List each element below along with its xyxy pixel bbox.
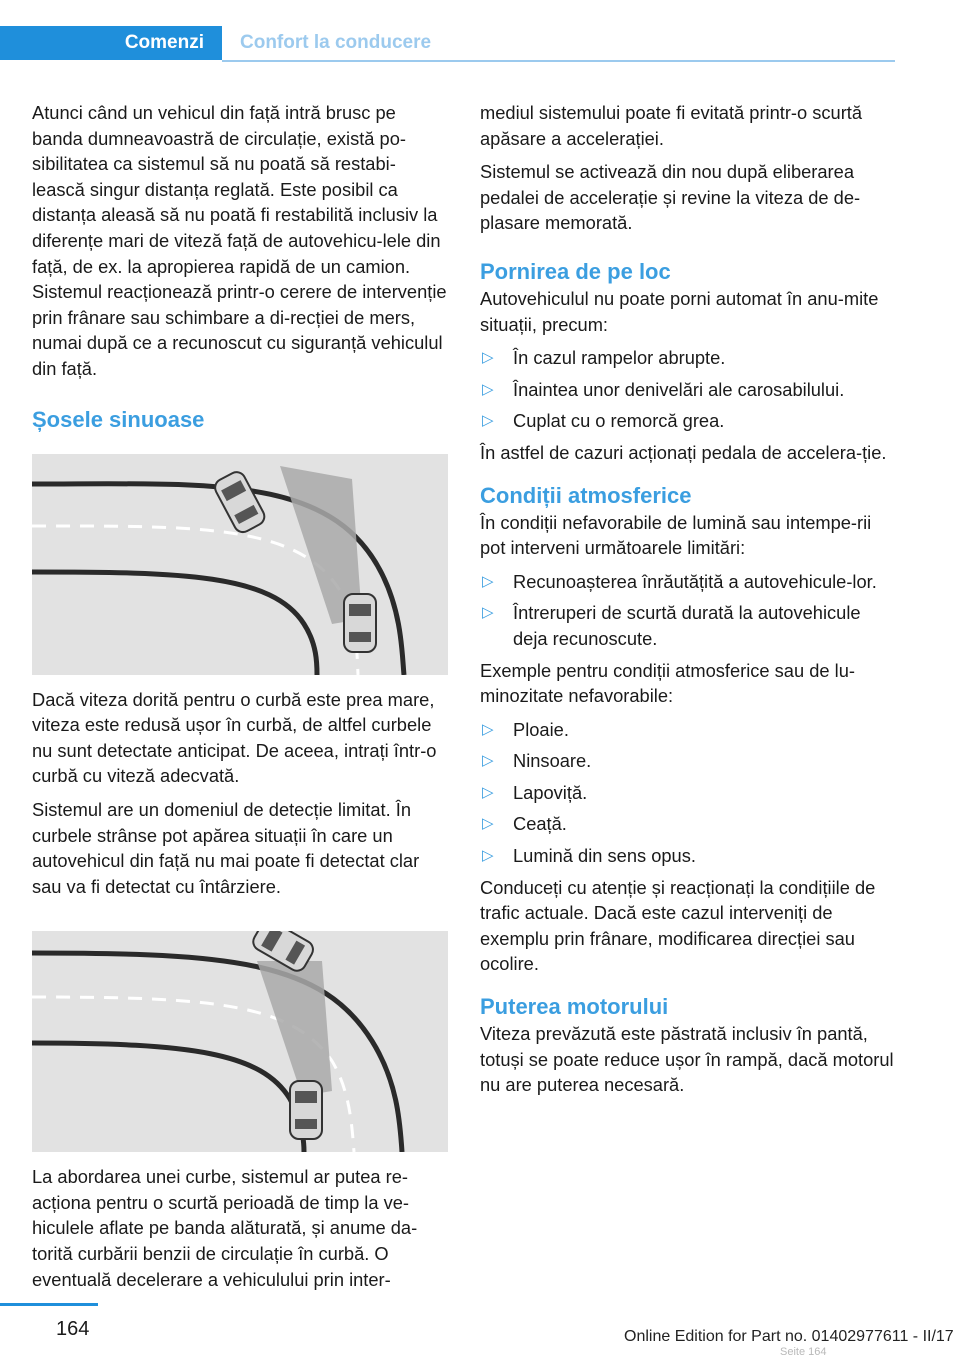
chapter-tab: Comenzi	[0, 26, 222, 60]
page-number: 164	[56, 1318, 90, 1340]
section-tab: Confort la conducere	[240, 32, 432, 53]
right-column	[480, 100, 896, 1106]
header-divider	[222, 60, 895, 62]
section-heading-engine: Puterea motorului	[480, 994, 669, 1020]
watermark: Seite 164	[780, 1346, 827, 1358]
paragraph: Sistemul se activează din nou după eliberarea pedalei de accelerație și revine la viteza de de‐plasare memorată.	[480, 161, 861, 234]
list-item: ▷ Cuplat cu o remorcă grea.	[480, 408, 896, 434]
section-heading-weather: Condiții atmosferice	[480, 482, 692, 508]
list-item: ▷ Lapoviță.	[480, 780, 896, 806]
footer-divider	[0, 1303, 98, 1306]
list-item: ▷ Recunoașterea înrăutățită a autovehicule‐lor.	[480, 569, 896, 595]
section-heading-curves: Șosele sinuoase	[32, 406, 205, 432]
triangle-bullet-icon: ▷	[482, 720, 494, 738]
paragraph: mediul sistemului poate fi evitată printr-o scurtă apăsare a accelerației.	[480, 102, 863, 149]
car-icon	[344, 594, 376, 652]
section-heading-start: Pornirea de pe loc	[480, 258, 671, 284]
triangle-bullet-icon: ▷	[482, 847, 494, 865]
list-item: ▷ Înaintea unor denivelări ale carosabilului.	[480, 377, 896, 403]
paragraph: Exemple pentru condiții atmosferice sau de lu‐minozitate nefavorabile:	[480, 659, 855, 707]
list-item: ▷ Întreruperi de scurtă durată la autovehicule deja recunoscute.	[482, 602, 861, 649]
list-item: ▷ Ploaie.	[480, 717, 896, 743]
left-column	[32, 100, 448, 1300]
triangle-bullet-icon: ▷	[482, 412, 494, 430]
page-header	[0, 26, 895, 62]
triangle-bullet-icon: ▷	[482, 752, 494, 770]
paragraph: Atunci când un vehicul din față intră brusc pe banda dumneavoastră de circulație, există po‐sibilitatea ca sistemul să nu poată să restabi‐lească singur distanța reglată. Este posibil ca distanța aleasă să nu poată fi restabilită inclusiv la diferențe mari de viteză față de autovehicu‐lele din față, de ex. la apropierea rapidă de un camion. Sistemul reacționează printr-o cerere de intervenție prin frânare sau schimbare a di‐recției de mers, numai după ce a recunoscut cu siguranță vehiculul din față.	[32, 102, 447, 379]
curve-illustration-1	[32, 454, 448, 675]
edition-label: Online Edition for Part no. 01402977611 - II/17	[624, 1328, 954, 1345]
paragraph: Conduceți cu atenție și reacționați la condițiile de trafic actuale. Dacă este cazul interveniți de exemplu prin frânare, modificarea direcției sau ocolire.	[480, 876, 876, 975]
triangle-bullet-icon: ▷	[482, 604, 494, 622]
list-item: ▷ Ceață.	[480, 811, 896, 837]
paragraph: Sistemul are un domeniul de detecție limitat. În curbele strânse pot apărea situații în care un autovehicul din față nu mai poate fi detectat clar sau va fi detectat cu întârziere.	[32, 798, 420, 897]
paragraph: Dacă viteza dorită pentru o curbă este prea mare, viteza este redusă ușor în curbă, de altfel curbele nu sunt detectate anticipat. De aceea, intrați într-o curbă cu viteză adecvată.	[32, 688, 437, 787]
triangle-bullet-icon: ▷	[482, 380, 494, 398]
triangle-bullet-icon: ▷	[482, 349, 494, 367]
bullet-list	[480, 717, 896, 869]
bullet-list	[480, 569, 896, 652]
bullet-list	[480, 345, 896, 434]
paragraph: Autovehiculul nu poate porni automat în anu‐mite situații, precum:	[480, 287, 879, 335]
triangle-bullet-icon: ▷	[482, 572, 494, 590]
paragraph: Viteza prevăzută este păstrată inclusiv în pantă, totuși se poate reduce ușor în rampă, dacă motorul nu are puterea necesară.	[480, 1023, 894, 1096]
car-icon	[290, 1081, 322, 1139]
paragraph: La abordarea unei curbe, sistemul ar putea re‐acționa pentru o scurtă perioadă de timp la ve‐hiculele aflate pe banda alăturată, și anume da‐torită curbării benzii de circulație în curbă. O eventuală decelerare a vehiculului prin inter‐	[32, 1166, 418, 1290]
curve-illustration-2	[32, 931, 448, 1152]
triangle-bullet-icon: ▷	[482, 783, 494, 801]
paragraph: În astfel de cazuri acționați pedala de accelera‐ție.	[480, 441, 887, 463]
paragraph: În condiții nefavorabile de lumină sau intempe‐rii pot interveni următoarele limitări:	[480, 511, 872, 559]
list-item: ▷ În cazul rampelor abrupte.	[480, 345, 896, 371]
list-item: ▷ Ninsoare.	[480, 748, 896, 774]
list-item: ▷ Lumină din sens opus.	[480, 843, 896, 869]
triangle-bullet-icon: ▷	[482, 815, 494, 833]
